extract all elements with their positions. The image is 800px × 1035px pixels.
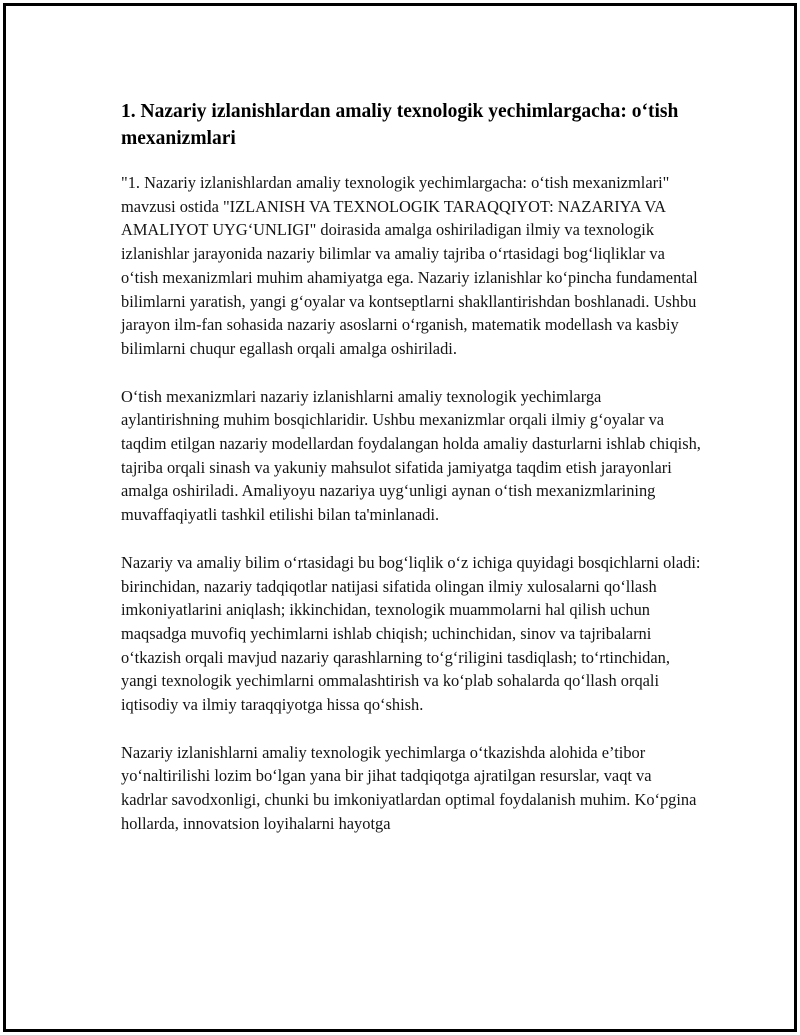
section-heading: 1. Nazariy izlanishlardan amaliy texnologik yechimlargacha: o‘tish mexanizmlari bbox=[121, 101, 679, 149]
paragraph-2: O‘tish mexanizmlari nazariy izlanishlarni amaliy texnologik yechimlarga aylantirishning muhim bosqichlaridir. Ushbu mexanizmlar orqali ilmiy g‘oyalar va taqdim etilgan nazariy modellardan foydalangan holda amaliy dasturlarni ishlab chiqish, tajriba orqali sinash va yakuniy mahsulot sifatida jamiyatga taqdim etish jarayonlari amalga oshiriladi. Amaliyoyu nazariya uyg‘unligi aynan o‘tish mexanizmlarining muvaffaqiyatli tashkil etilishi bilan ta'minlanadi. bbox=[121, 386, 701, 525]
document-body bbox=[121, 98, 701, 860]
paragraph-1: "1. Nazariy izlanishlardan amaliy texnologik yechimlargacha: o‘tish mexanizmlari" mavzusi ostida "IZLANISH VA TEXNOLOGIK TARAQQIYOT: NAZARIYA VA AMALIYOT UYG‘UNLIGI" doirasida amalga oshiriladigan ilmiy va texnologik izlanishlar jarayonida nazariy bilimlar va amaliy tajriba o‘rtasidagi bog‘liqliklar va o‘tish mexanizmlari muhim ahamiyatga ega. Nazariy izlanishlar ko‘pincha fundamental bilimlarni yaratish, yangi g‘oyalar va kontseptlarni shakllantirishdan boshlanadi. Ushbu jarayon ilm-fan sohasida nazariy asoslarni o‘rganish, matematik modellash va kasbiy bilimlarni chuqur egallash orqali amalga oshiriladi. bbox=[121, 173, 698, 358]
page-frame bbox=[3, 3, 797, 1032]
paragraph-3: Nazariy va amaliy bilim o‘rtasidagi bu bog‘liqlik o‘z ichiga quyidagi bosqichlarni oladi: birinchidan, nazariy tadqiqotlar natijasi sifatida olingan ilmiy xulosalarni qo‘llash imkoniyatlarini aniqlash; ikkinchidan, texnologik muammolarni hal qilish uchun maqsadga muvofiq yechimlarni ishlab chiqish; uchinchidan, sinov va tajribalarni o‘tkazish orqali mavjud nazariy qarashlarning to‘g‘riligini tasdiqlash; to‘rtinchidan, yangi texnologik yechimlarni ommalashtirish va ko‘plab sohalarda qo‘llash orqali iqtisodiy va ilmiy taraqqiyotga hissa qo‘shish. bbox=[121, 552, 701, 715]
paragraph-4: Nazariy izlanishlarni amaliy texnologik yechimlarga o‘tkazishda alohida e’tibor yo‘naltirilishi lozim bo‘lgan yana bir jihat tadqiqotga ajratilgan resurslar, vaqt va kadrlar savodxonligi, chunki bu imkoniyatlardan optimal foydalanish muhim. Ko‘pgina hollarda, innovatsion loyihalarni hayotga bbox=[121, 742, 697, 833]
